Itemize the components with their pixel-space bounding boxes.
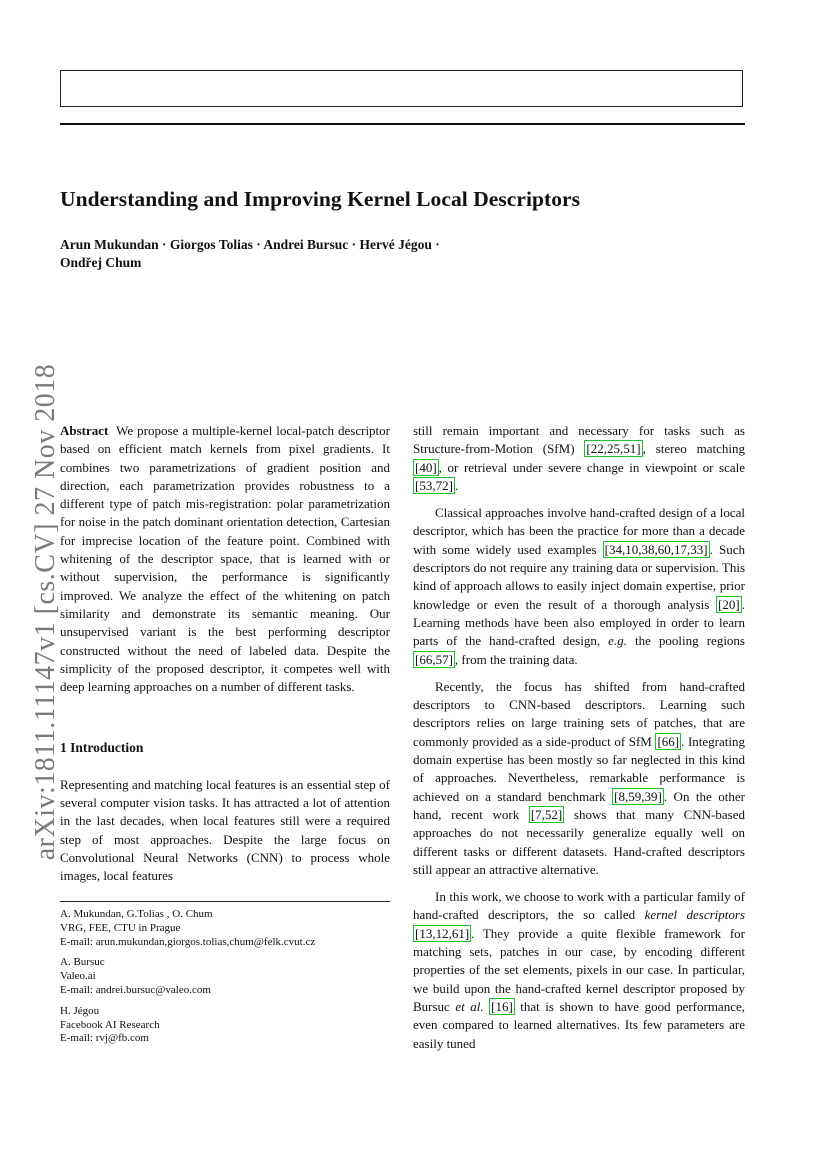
intro-paragraph-3: Recently, the focus has shifted from hand-crafted descriptors to CNN-based descriptors. Learning such descriptors relies on large training sets of patches, that are commonly provided as a side-product of SfM [66] . Integrating domain expertise has been mostly so far neglected in this kind of approaches. Nevertheless, remarkable performance is achieved on a standard benchmark [8,59,39] . On the other hand, recent work [7,52] shows that many CNN-based approaches do not necessarily generalize equally well on different tasks or different datasets. Hand-crafted descriptors still appear an attractive alternative. bbox=[413, 678, 745, 877]
citation-link[interactable]: [13,12,61] bbox=[415, 925, 470, 941]
footnote-affiliation: A. Mukundan, G.Tolias , O. Chum VRG, FEE, CTU in Prague E-mail: arun.mukundan,giorgos.tolias,chum@felk.cvut.cz bbox=[60, 908, 390, 949]
email-address: E-mail: arun.mukundan,giorgos.tolias,chum@felk.cvut.cz bbox=[60, 935, 316, 948]
citation-link[interactable]: [34,10,38,60,17,33] bbox=[604, 541, 708, 557]
intro-paragraph-2: Classical approaches involve hand-crafted design of a local descriptor, which has been the practice for more than a decade with some widely used examples [34,10,38,60,17,33] . Such descriptors do not require any training data or supervision. This kind of approach allows to easily inject domain expertise, prior knowledge or even the result of a thorough analysis [20] . Learning methods have been also employed in order to learn parts of the hand-crafted design, e.g. the pooling regions [66,57] , from the training data. bbox=[413, 505, 746, 667]
citation-link[interactable]: [7,52] bbox=[530, 806, 563, 822]
abstract bbox=[60, 422, 390, 696]
author-list bbox=[60, 236, 620, 272]
intro-paragraph-4: In this work, we choose to work with a particular family of hand-crafted descriptors, the so called kernel descriptors [13,12,61] . They provide a quite flexible framework for matching sets, patches in our case, by encoding different properties of the set elements, pixels in our case. In particular, we build upon the hand-crafted kernel descriptor proposed by Bursuc et al. [16] that is shown to have good performance, even compared to learned alternatives. Its few parameters are easily tuned bbox=[413, 889, 746, 1051]
email-address: E-mail: andrei.bursuc@valeo.com bbox=[60, 983, 211, 996]
citation-link[interactable]: [8,59,39] bbox=[614, 788, 662, 804]
arxiv-identifier[interactable]: arXiv:1811.11147v1 [cs.CV] 27 Nov 2018 bbox=[30, 363, 61, 861]
footnote-affiliation: H. Jégou Facebook AI Research E-mail: rvj@fb.com bbox=[60, 1005, 390, 1046]
author-line-2: Ondřej Chum bbox=[60, 255, 142, 270]
affiliation-footnotes bbox=[60, 901, 390, 1053]
paper-title: Understanding and Improving Kernel Local Descriptors bbox=[60, 187, 581, 211]
abstract-label: Abstract bbox=[60, 423, 109, 438]
left-column bbox=[60, 422, 390, 886]
citation-link[interactable]: [16] bbox=[491, 998, 513, 1014]
citation-link[interactable]: [66] bbox=[657, 733, 680, 749]
right-column bbox=[413, 422, 745, 1053]
citation-link[interactable]: [20] bbox=[718, 596, 740, 612]
email-address: E-mail: rvj@fb.com bbox=[60, 1032, 149, 1045]
author-line-1: Arun Mukundan · Giorgos Tolias · Andrei Bursuc · Hervé Jégou · bbox=[60, 237, 440, 252]
header-rule bbox=[60, 123, 745, 125]
header-box bbox=[60, 70, 743, 107]
footnote-affiliation: A. Bursuc Valeo.ai E-mail: andrei.bursuc@valeo.com bbox=[60, 956, 390, 997]
abstract-text: We propose a multiple-kernel local-patch descriptor based on efficient match kernels from pixel gradients. It combines two parametrizations of gradient position and direction, each parametrization provides robustness to a different type of patch mis-registration: polar parametrization for noise in the patch dominant orientation detection, Cartesian for imprecise location of the feature point. Combined with whitening of the descriptor space, that is learned with or without supervision, the performance is significantly improved. We analyze the effect of the whitening on patch similarity and demonstrate its semantic meaning. Our unsupervised variant is the best performing descriptor constructed without the need of labeled data. Despite the simplicity of the proposed descriptor, it competes well with deep learning approaches on a number of different tasks. bbox=[60, 423, 390, 695]
citation-link[interactable]: [40] bbox=[415, 459, 437, 475]
citation-link[interactable]: [22,25,51] bbox=[586, 441, 641, 457]
intro-paragraph-continued: still remain important and necessary for tasks such as Structure-from-Motion (SfM) [22,25,51] , stereo matching [40] , or retrieval under severe change in viewpoint or scale [53,72] . bbox=[413, 423, 746, 493]
intro-paragraph-1: Representing and matching local features is an essential step of several computer vision tasks. It has attracted a lot of attention in the last decades, when local features still were a required step of most approaches. Despite the large focus on Convolutional Neural Networks (CNN) to process whole images, local features bbox=[60, 776, 390, 884]
citation-link[interactable]: [66,57] bbox=[415, 651, 453, 667]
citation-link[interactable]: [53,72] bbox=[415, 477, 453, 493]
section-heading: 1 Introduction bbox=[60, 740, 144, 756]
